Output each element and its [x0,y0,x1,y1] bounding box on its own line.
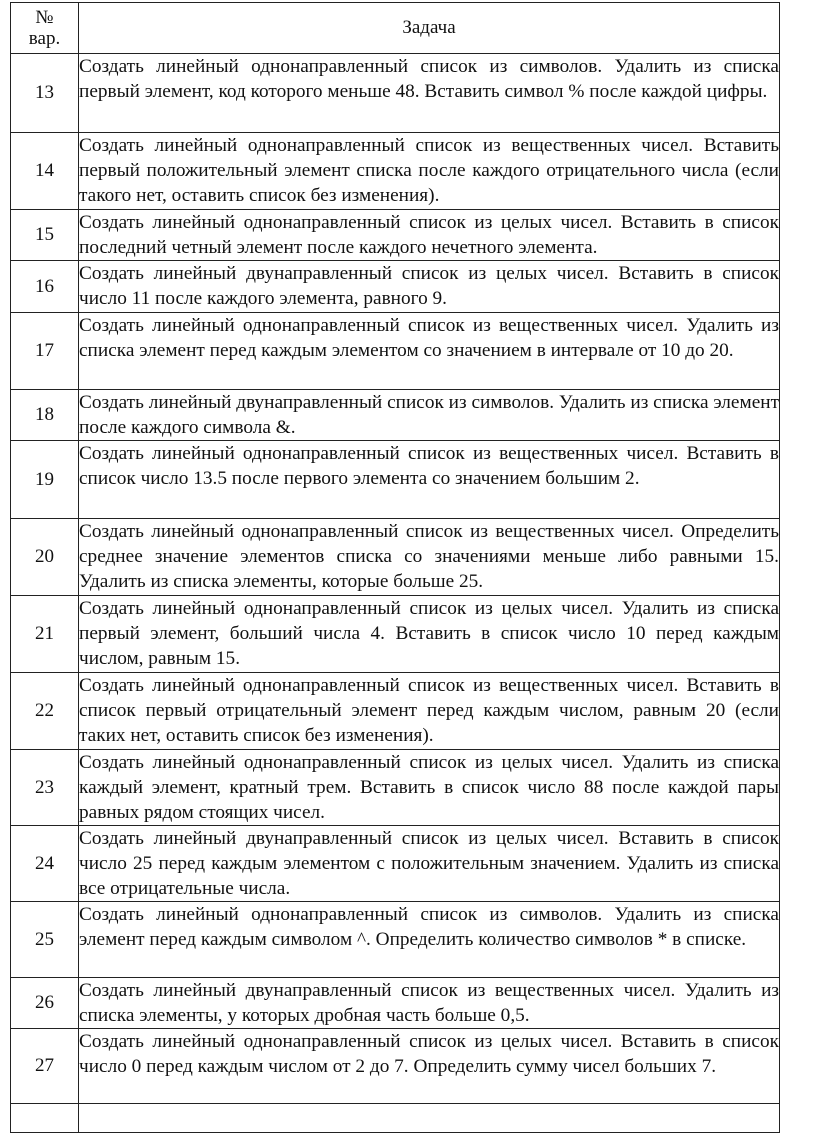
variant-number: 19 [11,441,79,519]
task-text: Создать линейный двунаправленный список из вещественных чисел. Удалить из списка элементы, у которых дробная часть больше 0,5. [79,978,780,1029]
task-text: Создать линейный однонаправленный список из целых чисел. Удалить из списка первый элемент, больший числа 4. Вставить в список число 10 перед каждым числом, равным 15. [79,596,780,673]
empty-cell [79,1104,780,1133]
task-text: Создать линейный однонаправленный список из целых чисел. Удалить из списка каждый элемент, кратный трем. Вставить в список число 88 после каждой пары равных рядом стоящих чисел. [79,750,780,826]
task-text: Создать линейный двунаправленный список из символов. Удалить из списка элемент после каждого символа &. [79,390,780,441]
variant-number: 15 [11,210,79,261]
task-text: Создать линейный однонаправленный список из вещественных чисел. Вставить в список число 13.5 после первого элемента со значением большим 2. [79,441,780,519]
variant-number: 26 [11,978,79,1029]
variant-number: 25 [11,902,79,978]
variant-number: 22 [11,673,79,750]
table-row [11,978,780,1029]
task-text: Создать линейный однонаправленный список из символов. Удалить из списка первый элемент, код которого меньше 48. Вставить символ % после каждой цифры. [79,54,780,133]
task-text: Создать линейный двунаправленный список из целых чисел. Вставить в список число 25 перед каждым элементом с положительным значением. Удалить из списка все отрицательные числа. [79,826,780,902]
header-task: Задача [79,3,780,54]
header-num-symbol: № [35,7,54,28]
header-num-abbr: вар. [28,28,61,49]
variant-number: 16 [11,261,79,313]
variant-number: 21 [11,596,79,673]
variant-number: 20 [11,519,79,596]
empty-cell [11,1104,79,1133]
task-text: Создать линейный однонаправленный список из вещественных чисел. Вставить в список первый отрицательный элемент перед каждым числом, равным 20 (если таких нет, оставить список без изменения). [79,673,780,750]
table-row [11,1029,780,1104]
table-row [11,133,780,210]
table-row [11,519,780,596]
table-row [11,261,780,313]
task-text: Создать линейный однонаправленный список из целых чисел. Вставить в список число 0 перед каждым числом от 2 до 7. Определить сумму чисел больших 7. [79,1029,780,1104]
table-row [11,673,780,750]
task-text: Создать линейный однонаправленный список из целых чисел. Вставить в список последний четный элемент после каждого нечетного элемента. [79,210,780,261]
table-row [11,54,780,133]
table-row [11,902,780,978]
table-row [11,441,780,519]
variant-number: 18 [11,390,79,441]
variant-number: 14 [11,133,79,210]
table-row [11,826,780,902]
table-row [11,313,780,390]
table-row [11,596,780,673]
variant-number: 13 [11,54,79,133]
header-variant-number [11,3,79,54]
task-text: Создать линейный двунаправленный список из целых чисел. Вставить в список число 11 после каждого элемента, равного 9. [79,261,780,313]
task-text: Создать линейный однонаправленный список из вещественных чисел. Вставить первый положительный элемент списка после каждого отрицательного числа (если такого нет, оставить список без изменения). [79,133,780,210]
task-text: Создать линейный однонаправленный список из вещественных чисел. Определить среднее значение элементов списка со значениями меньше либо равными 15. Удалить из списка элементы, которые больше 25. [79,519,780,596]
tasks-table [10,2,780,1133]
variant-number: 24 [11,826,79,902]
table-row [11,390,780,441]
variant-number: 23 [11,750,79,826]
table-row [11,210,780,261]
header-row [11,3,780,54]
variant-number: 17 [11,313,79,390]
empty-row [11,1104,780,1133]
task-text: Создать линейный однонаправленный список из символов. Удалить из списка элемент перед каждым символом ^. Определить количество символов * в списке. [79,902,780,978]
task-text: Создать линейный однонаправленный список из вещественных чисел. Удалить из списка элемент перед каждым элементом со значением в интервале от 10 до 20. [79,313,780,390]
table-row [11,750,780,826]
variant-number: 27 [11,1029,79,1104]
